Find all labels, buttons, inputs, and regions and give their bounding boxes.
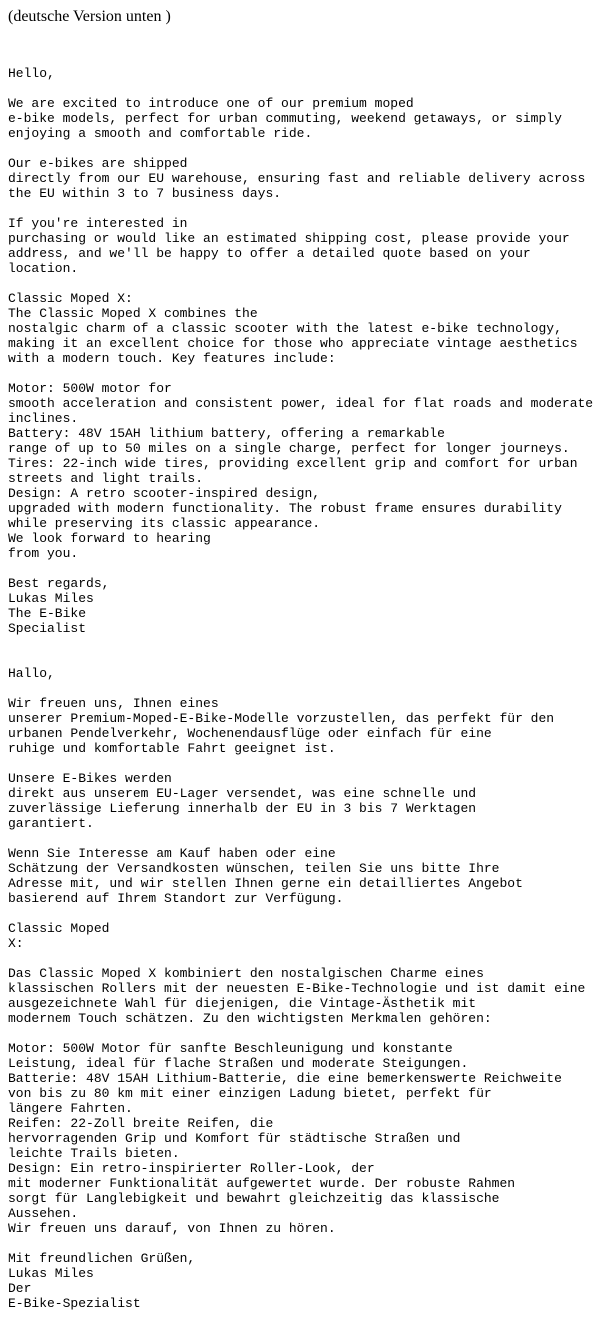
email-body: Hello, We are excited to introduce one of our premium moped e-bike models, perfect for urban commuting, weekend getaways, or simply enjoying a smooth and comfortable ride. Our e-bikes are shipped directly from our EU warehouse, ensuring fast and reliable delivery across the EU within 3 to 7 business days. If you're interested in purchasing or would like an estimated shipping cost, please provide your address, and we'll be happy to offer a detailed quote based on your location. Classic Moped X: The Classic Moped X combines the nostalgic charm of a classic scooter with the latest e-bike technology, making it an excellent choice for those who appreciate vintage aesthetics with a modern touch. Key features include: Motor: 500W motor for smooth acceleration and consistent power, ideal for flat roads and moderate inclines. Battery: 48V 15AH lithium battery, offering a remarkable range of up to 50 miles on a single charge, perfect for longer journeys. Tires: 22-inch wide tires, providing excellent grip and comfort for urban streets and light trails. Design: A retro scooter-inspired design, upgraded with modern functionality. The robust frame ensures durability while preserving its classic appearance. We look forward to hearing from you. Best regards, Lukas Miles The E-Bike Specialist Hallo, Wir freuen uns, Ihnen eines unserer Premium-Moped-E-Bike-Modelle vorzustellen, das perfekt für den urbanen Pendelverkehr, Wochenendausflüge oder einfach für eine ruhige und komfortable Fahrt geeignet ist. Unsere E-Bikes werden direkt aus unserem EU-Lager versendet, was eine schnelle und zuverlässige Lieferung innerhalb der EU in 3 bis 7 Werktagen garantiert. Wenn Sie Interesse am Kauf haben oder eine Schätzung der Versandkosten wünschen, teilen Sie uns bitte Ihre Adresse mit, und wir stellen Ihnen gerne ein detailliertes Angebot basierend auf Ihrem Standort zur Verfügung. Classic Moped X: Das Classic Moped X kombiniert den nostalgischen Charme eines klassischen Rollers mit der neuesten E-Bike-Technologie und ist damit eine ausgezeichnete Wahl für diejenigen, die Vintage-Ästhetik mit modernem Touch schätzen. Zu den wichtigsten Merkmalen gehören: Motor: 500W Motor für sanfte Beschleunigung und konstante Leistung, ideal für flache Straßen und moderate Steigungen. Batterie: 48V 15AH Lithium-Batterie, die eine bemerkenswerte Reichweite von bis zu 80 km mit einer einzigen Ladung bietet, perfekt für längere Fahrten. Reifen: 22-Zoll breite Reifen, die hervorragenden Grip und Komfort für städtische Straßen und leichte Trails bieten. Design: Ein retro-inspirierter Roller-Look, der mit moderner Funktionalität aufgewertet wurde. Der robuste Rahmen sorgt für Langlebigkeit und bewahrt gleichzeitig das klassische Aussehen. Wir freuen uns darauf, von Ihnen zu hören. Mit freundlichen Grüßen, Lukas Miles Der E-Bike-Spezialist: [8, 66, 594, 1311]
language-note: (deutsche Version unten ): [8, 8, 171, 25]
